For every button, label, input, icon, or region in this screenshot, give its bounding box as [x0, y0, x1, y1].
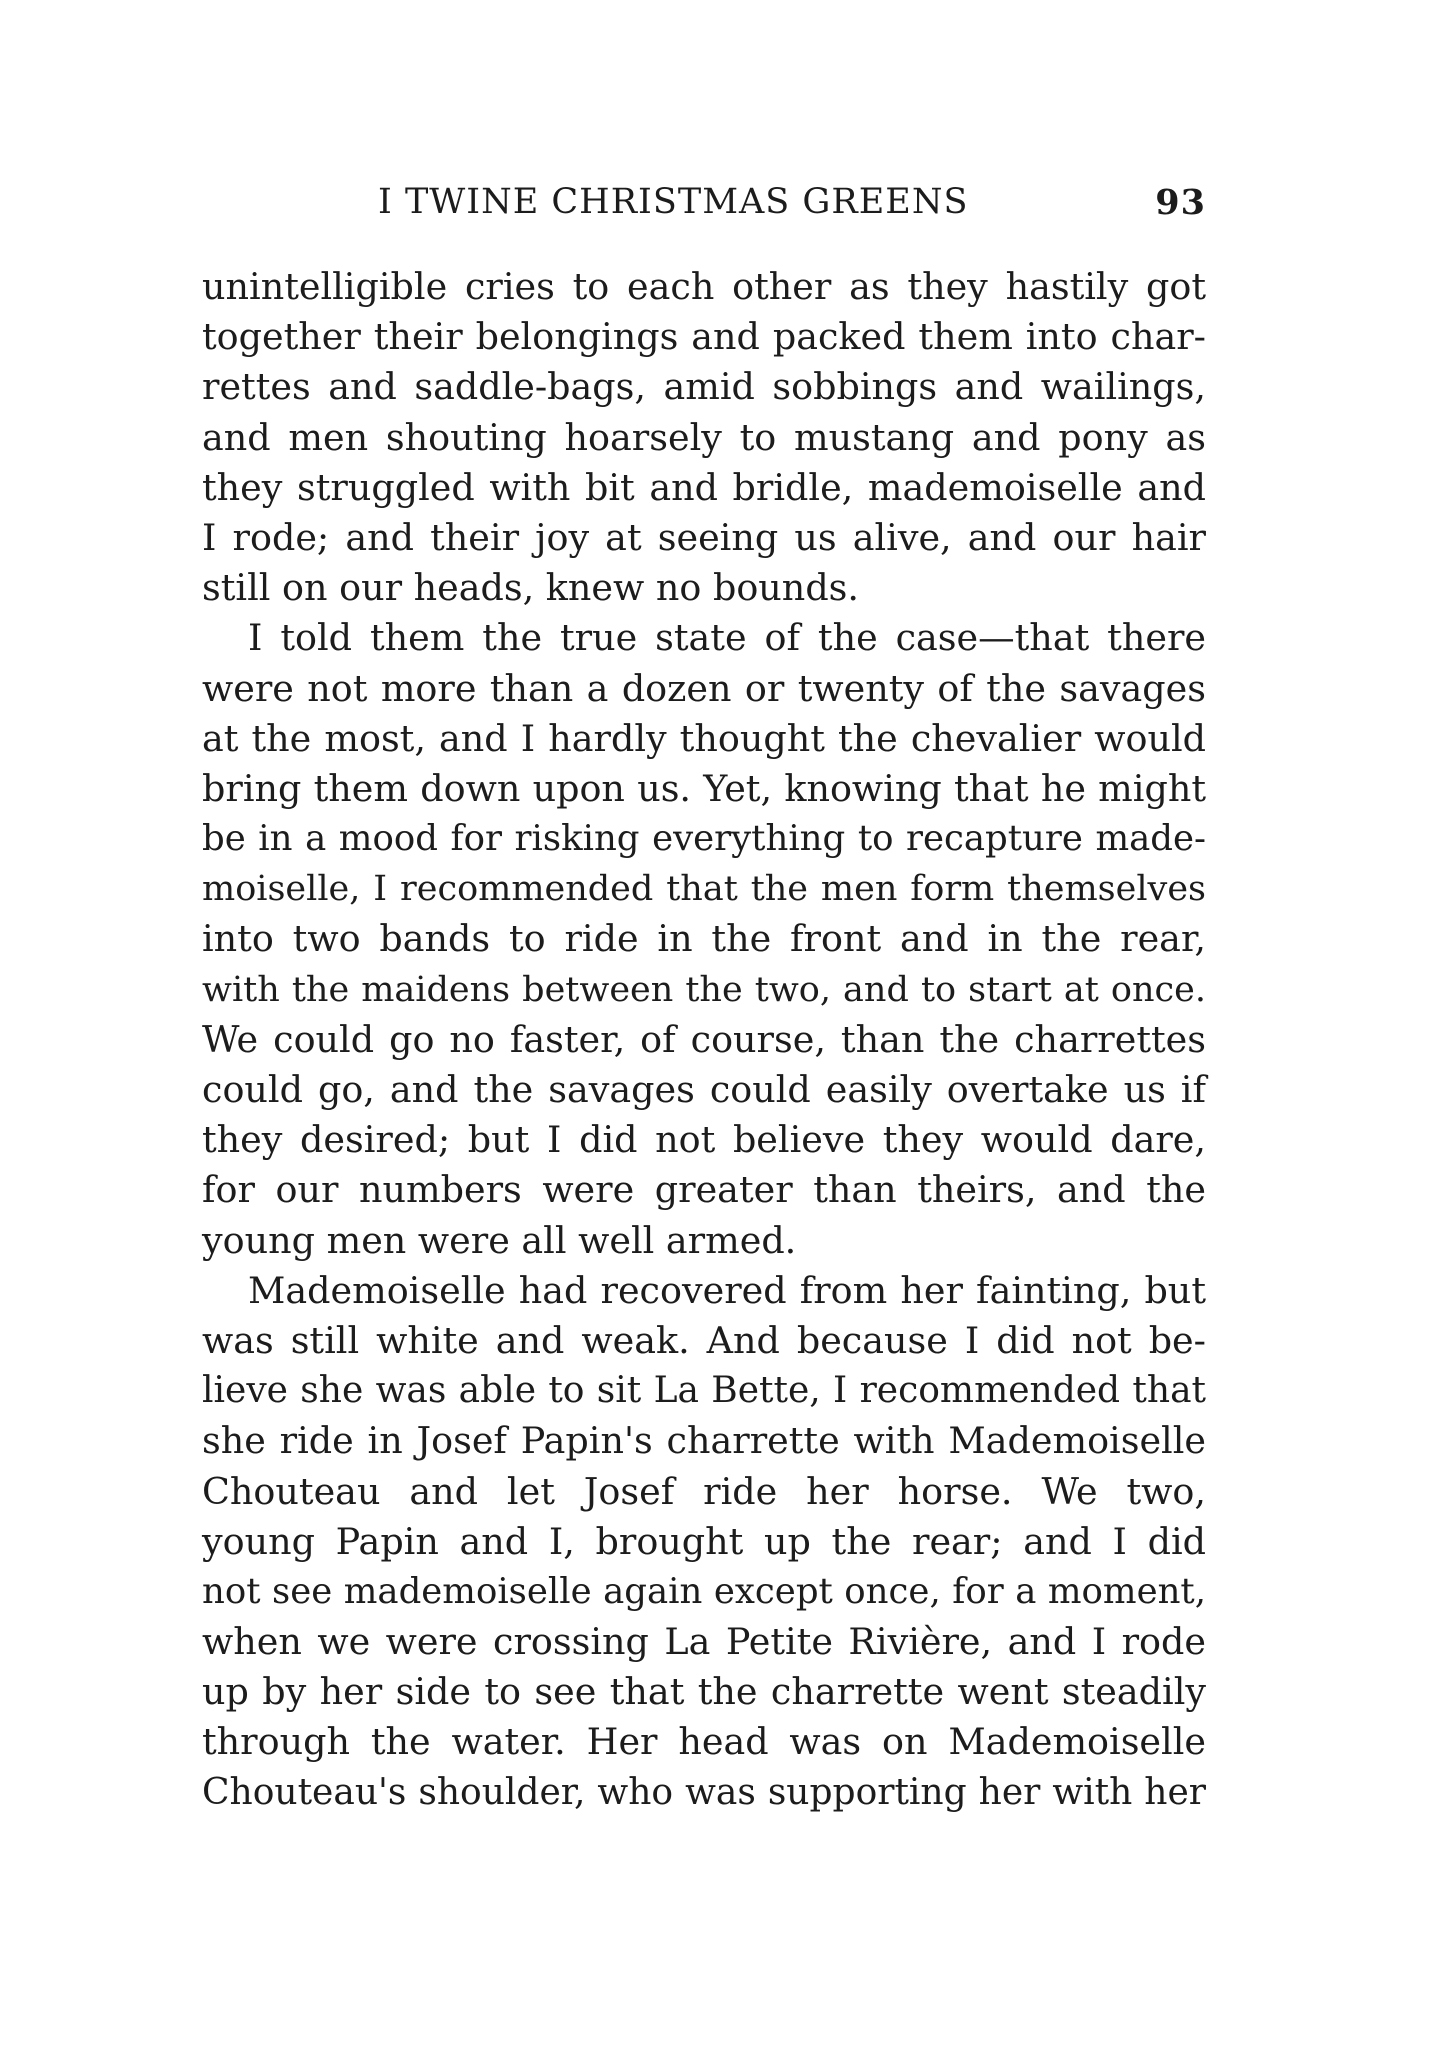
text-line: Chouteau's shoulder, who was supporting her with her [202, 1771, 1206, 1813]
text-line: could go, and the savages could easily overtake us if [202, 1068, 1206, 1111]
text-line: still on our heads, knew no bounds. [202, 566, 860, 610]
text-line: rettes and saddle-bags, amid sobbings and wailings, [202, 365, 1206, 409]
text-line: lieve she was able to sit La Bette, I recommended that [202, 1370, 1206, 1412]
paragraph-2 [202, 613, 1206, 1265]
text-line: We could go no faster, of course, than the charrettes [202, 1017, 1206, 1061]
text-line: at the most, and I hardly thought the chevalier would [202, 716, 1206, 760]
text-line: when we were crossing La Petite Rivière, and I rode [202, 1620, 1206, 1664]
chapter-title: I TWINE CHRISTMAS GREENS [378, 182, 969, 222]
text-line: be in a mood for risking everything to recapture made- [202, 818, 1206, 860]
text-line: through the water. Her head was on Mademoiselle [202, 1720, 1206, 1764]
text-line: not see mademoiselle again except once, for a moment, [202, 1570, 1206, 1612]
text-line: and men shouting hoarsely to mustang and pony as [202, 415, 1206, 459]
text-line: were not more than a dozen or twenty of the savages [202, 666, 1206, 710]
text-line: young men were all well armed. [202, 1218, 797, 1262]
text-line: for our numbers were greater than theirs, and the [202, 1168, 1206, 1212]
text-line: was still white and weak. And because I did not be- [202, 1318, 1206, 1362]
running-head [378, 182, 1206, 238]
text-line: they struggled with bit and bridle, mademoiselle and [202, 465, 1206, 509]
text-line: up by her side to see that the charrette went steadily [202, 1670, 1206, 1714]
text-line: young Papin and I, brought up the rear; and I did [202, 1519, 1206, 1563]
text-line: with the maidens between the two, and to start at once. [202, 969, 1206, 1010]
paragraph-1 [202, 262, 1206, 613]
page-number: 93 [1155, 182, 1206, 223]
text-line: I told them the true state of the case—that there [248, 616, 1206, 660]
text-line: she ride in Josef Papin's charrette with Mademoiselle [202, 1419, 1206, 1463]
body-text [202, 262, 1206, 1818]
text-line: into two bands to ride in the front and in the rear, [202, 917, 1206, 961]
paragraph-3 [202, 1266, 1206, 1818]
text-line: moiselle, I recommended that the men form themselves [202, 869, 1206, 910]
text-line: I rode; and their joy at seeing us alive, and our hair [202, 515, 1206, 559]
text-line: they desired; but I did not believe they would dare, [202, 1118, 1206, 1162]
text-line: unintelligible cries to each other as they hastily got [202, 265, 1206, 308]
text-line: together their belongings and packed them into char- [202, 315, 1206, 359]
text-line: Mademoiselle had recovered from her fainting, but [248, 1268, 1206, 1312]
text-line: Chouteau and let Josef ride her horse. We two, [202, 1469, 1206, 1513]
text-line: bring them down upon us. Yet, knowing that he might [202, 766, 1206, 810]
